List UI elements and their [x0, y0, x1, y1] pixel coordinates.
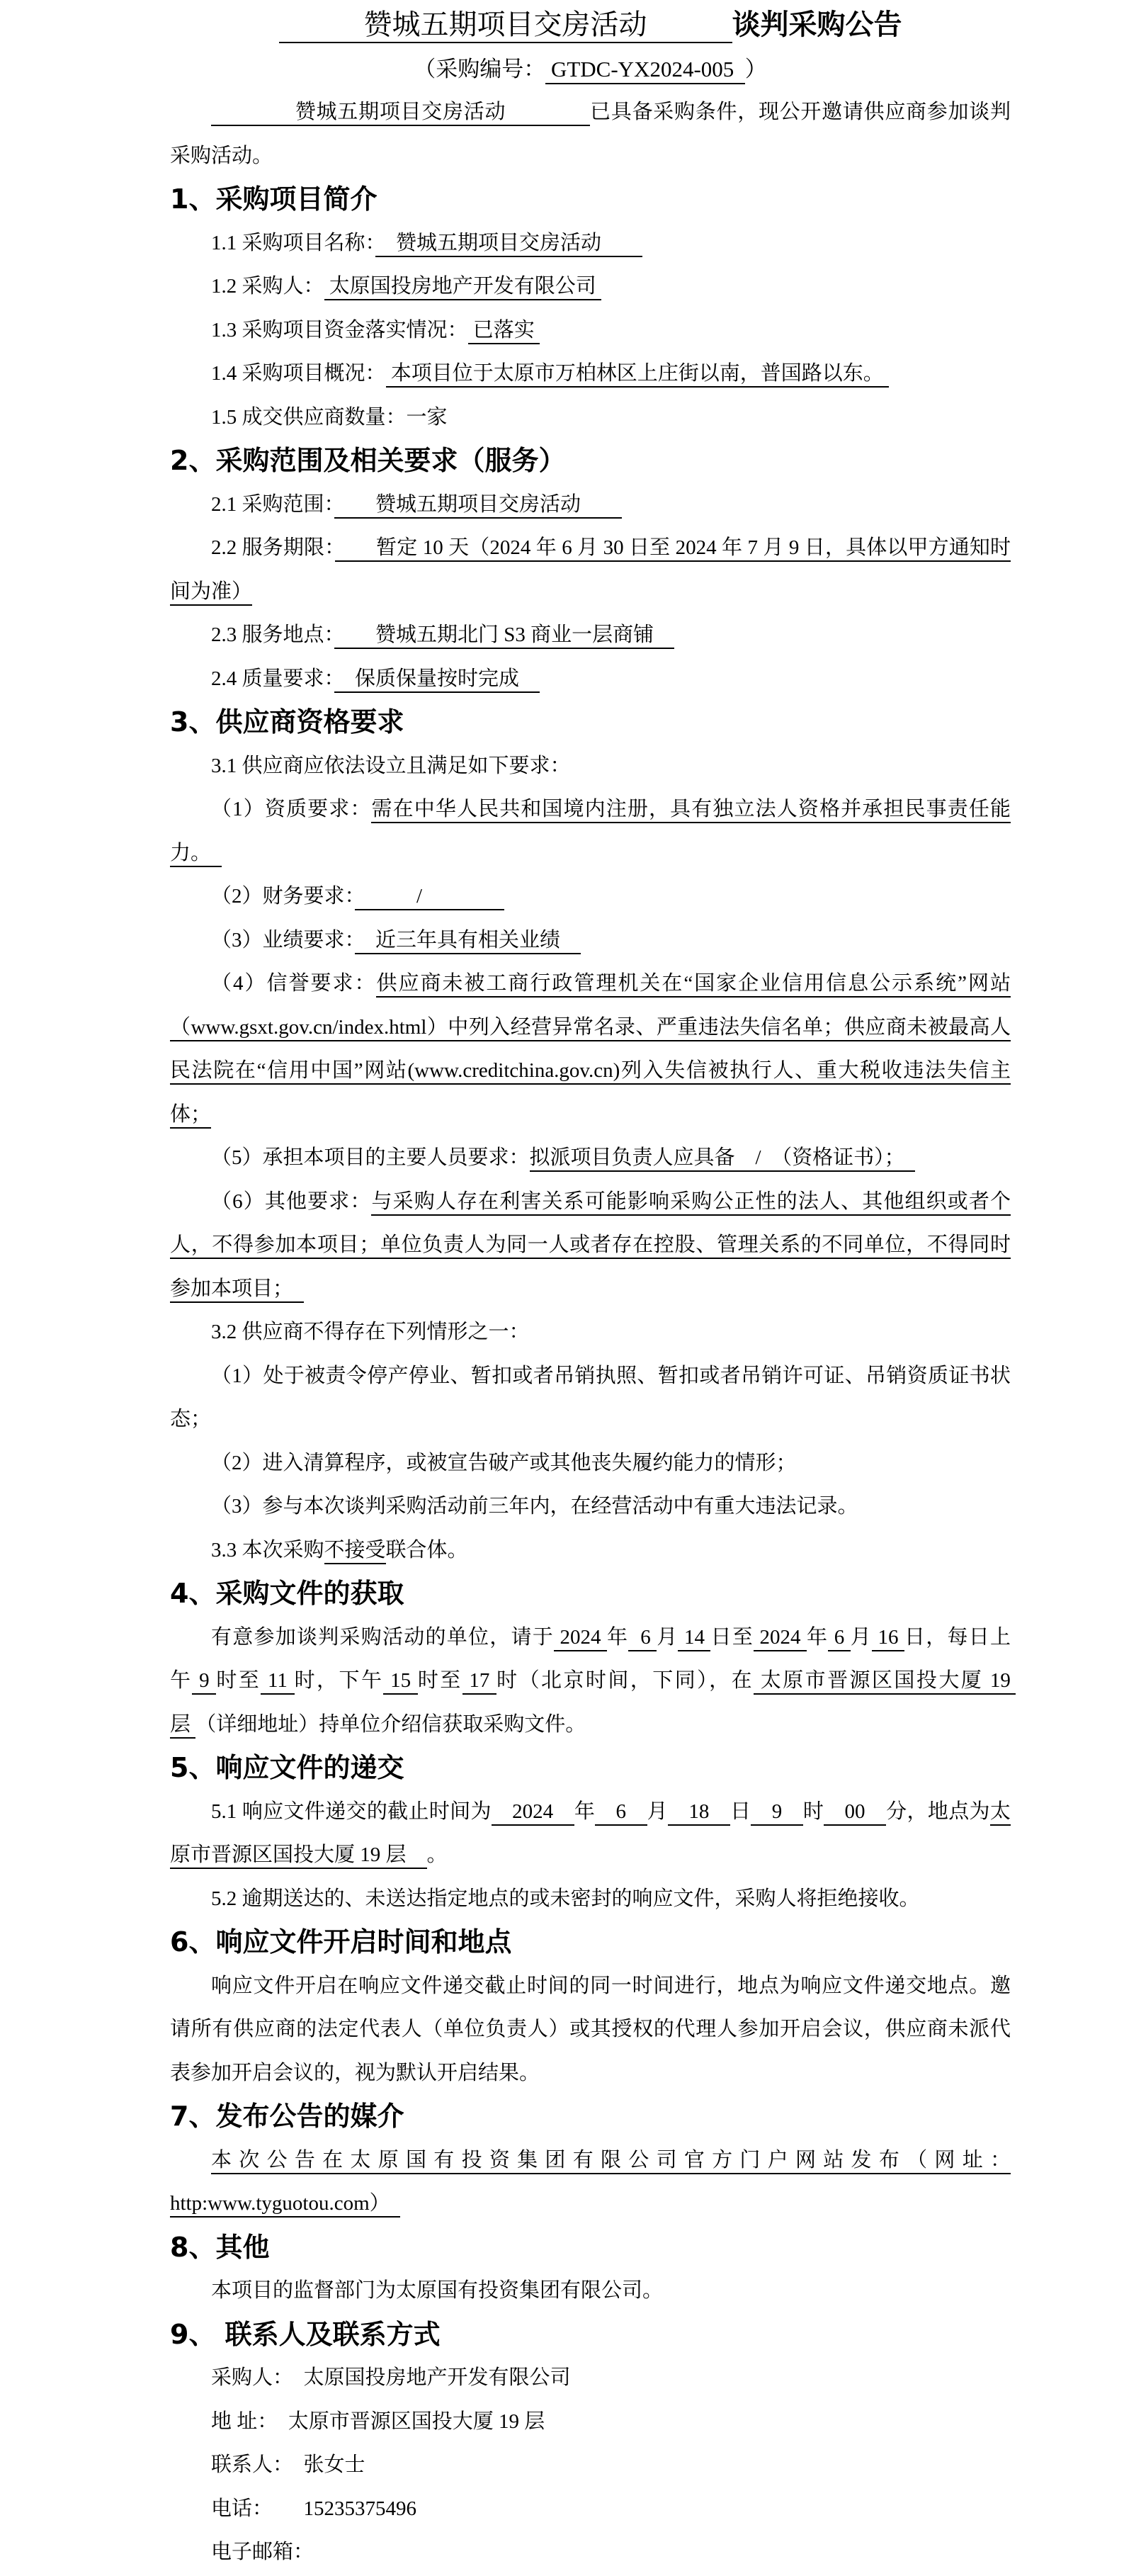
text-segment: 5、响应文件的递交: [170, 1752, 404, 1783]
text-segment: 已具备采购条件，现公开邀请供应商参加谈判采购活动。: [170, 101, 1011, 167]
underlined-text: 与采购人存在利害关系可能影响采购公正性的法人、其他组织或者个人，不得参加本项目；单位负责人为同一人或者存在控股、管理关系的不同单位，不得同时参加本项目；: [170, 1190, 1011, 1303]
underlined-text: 16: [872, 1626, 904, 1651]
text-segment: 月: [647, 1800, 669, 1823]
contact-purchaser: [170, 2356, 1011, 2400]
underlined-text: 已落实: [468, 319, 540, 344]
text-segment: 时至: [417, 1669, 462, 1692]
text-segment: （1）处于被责令停产停业、暂扣或者吊销执照、暂扣或者吊销许可证、吊销资质证书状态；: [170, 1364, 1011, 1430]
text-segment: 日至: [710, 1625, 754, 1649]
text-segment: 2、采购范围及相关要求（服务）: [170, 445, 566, 476]
text-segment: 3.3 本次采购: [211, 1538, 324, 1561]
underlined-text: 太原市晋源区国投大厦 19 层: [170, 1800, 1011, 1870]
underlined-text: 2024: [554, 1626, 607, 1651]
text-segment: 采购人： 太原国投房地产开发有限公司: [211, 2366, 571, 2389]
underlined-text: 9: [192, 1669, 216, 1695]
item-3-1-1: [170, 788, 1011, 875]
item-2-1: [170, 483, 1011, 527]
item-2-3: [170, 614, 1011, 657]
text-segment: 6、响应文件开启时间和地点: [170, 1926, 512, 1958]
underlined-text: /: [355, 885, 504, 910]
text-segment: 本项目的监督部门为太原国有投资集团有限公司。: [211, 2279, 664, 2302]
text-segment: 电话： 15235375496: [211, 2497, 417, 2520]
text-segment: （6）其他要求：: [211, 1190, 372, 1213]
contact-email: [170, 2531, 1011, 2575]
text-segment: 2.2 服务期限：: [211, 536, 335, 559]
text-segment: 地 址： 太原市晋源区国投大厦 19 层: [211, 2410, 545, 2433]
text-segment: 9、 联系人及联系方式: [170, 2318, 441, 2350]
text-segment: （1）资质要求：: [211, 798, 372, 820]
item-3-2-2: [170, 1442, 1011, 1486]
section-6-body: [170, 1965, 1011, 2096]
section-heading-5: [170, 1746, 1011, 1790]
text-segment: 谈判采购公告: [732, 9, 902, 41]
item-3-1: [170, 745, 1011, 789]
item-3-1-2: [170, 875, 1011, 919]
section-4-body: [170, 1616, 1016, 1747]
text-segment: （详细地址）持单位介绍信获取采购文件。: [195, 1712, 586, 1736]
text-segment: 1、采购项目简介: [170, 183, 377, 215]
item-1-1: [170, 222, 1011, 266]
text-segment: 月: [850, 1625, 872, 1649]
text-segment: 3、供应商资格要求: [170, 706, 404, 738]
section-heading-1: [170, 178, 1011, 222]
text-segment: 2.4 质量要求：: [211, 667, 335, 690]
text-segment: 时: [802, 1800, 824, 1823]
underlined-text: 2024: [754, 1626, 807, 1651]
item-1-4: [170, 352, 1011, 396]
text-segment: 有意参加谈判采购活动的单位，请于: [211, 1625, 554, 1649]
item-5-1: [170, 1790, 1011, 1877]
section-heading-7: [170, 2095, 1011, 2139]
underlined-text: GTDC-YX2024-005: [545, 57, 745, 84]
text-segment: 时（北京时间，下同），在: [496, 1669, 754, 1692]
underlined-text: 赞城五期项目交房活动: [295, 101, 506, 126]
section-heading-2: [170, 439, 1011, 483]
text-segment: 4、采购文件的获取: [170, 1578, 404, 1609]
text-segment: 2.3 服务地点：: [211, 623, 335, 646]
item-3-2-3: [170, 1485, 1011, 1529]
underlined-text: 不接受: [324, 1539, 386, 1564]
section-heading-8: [170, 2226, 1011, 2270]
text-segment: （5）承担本项目的主要人员要求：: [211, 1146, 530, 1169]
underlined-text: 供应商未被工商行政管理机关在“国家企业信用信息公示系统”网站（www.gsxt.gov.cn/index.html）中列入经营异常名录、严重违法失信名单；供应商未被最高人民法院在“信用中国”网站(www.creditchina.gov.cn)列入失信被执行人、重大税收违法失信主体；: [170, 972, 1011, 1129]
underlined-text: 15: [383, 1669, 417, 1695]
text-segment: 1.1 采购项目名称：: [211, 231, 376, 254]
text-segment: 1.3 采购项目资金落实情况：: [211, 318, 468, 341]
contact-person: [170, 2444, 1011, 2487]
item-3-1-4: [170, 962, 1011, 1136]
contact-phone: [170, 2487, 1011, 2531]
underlined-text: 6: [828, 1626, 851, 1651]
text-segment: 年: [806, 1625, 829, 1649]
section-8-body: [170, 2269, 1011, 2313]
item-1-2: [170, 265, 1011, 309]
underlined-text: 太原国投房地产开发有限公司: [324, 275, 602, 300]
text-segment: （3）参与本次谈判采购活动前三年内，在经营活动中有重大违法记录。: [211, 1495, 858, 1518]
underlined-text: 11: [261, 1669, 294, 1695]
section-heading-6: [170, 1921, 1011, 1965]
text-segment: 分，地点为: [886, 1800, 990, 1823]
text-segment: 时，下午: [294, 1669, 384, 1692]
text-segment: 3.2 供应商不得存在下列情形之一：: [211, 1321, 530, 1343]
item-2-2: [170, 526, 1011, 614]
underlined-text: 赞城五期北门 S3 商业一层商铺: [334, 623, 674, 649]
item-3-3: [170, 1529, 1011, 1573]
text-segment: 联合体。: [385, 1538, 468, 1561]
text-segment: 1.5 成交供应商数量：一家: [211, 405, 448, 429]
item-1-3: [170, 309, 1011, 353]
item-3-1-3: [170, 919, 1011, 963]
section-7-body: [170, 2139, 1011, 2226]
text-segment: 日: [730, 1800, 751, 1823]
text-segment: 5.2 逾期送达的、未送达指定地点的或未密封的响应文件，采购人将拒绝接收。: [211, 1887, 920, 1910]
underlined-text: [279, 9, 364, 43]
text-segment: 7、发布公告的媒介: [170, 2101, 404, 2132]
underlined-text: 6: [628, 1626, 657, 1651]
text-segment: 电子邮箱：: [211, 2541, 314, 2563]
text-segment: 1.4 采购项目概况：: [211, 362, 386, 385]
underlined-text: 本项目位于太原市万柏林区上庄街以南，普国路以东。: [386, 362, 890, 388]
underlined-text: 保质保量按时完成: [334, 667, 540, 693]
text-segment: 1.2 采购人：: [211, 275, 324, 298]
underlined-text: 6: [595, 1800, 647, 1826]
underlined-text: 17: [462, 1669, 496, 1695]
underlined-text: 本次公告在太原国有投资集团有限公司官方门户网站发布（网址：http:www.tyguotou.com）: [170, 2149, 1011, 2218]
text-segment: （采购编号：: [414, 56, 546, 81]
text-segment: （4）信誉要求：: [211, 972, 377, 995]
underlined-text: 18: [668, 1800, 730, 1826]
section-heading-4: [170, 1572, 1011, 1616]
procurement-number: [170, 47, 1011, 91]
underlined-text: 14: [678, 1626, 710, 1651]
underlined-text: 00: [824, 1800, 886, 1826]
item-1-5: [170, 396, 1011, 440]
item-3-1-6: [170, 1180, 1011, 1311]
section-heading-9: [170, 2313, 1011, 2357]
text-segment: ）: [744, 56, 767, 81]
contact-address: [170, 2400, 1011, 2444]
underlined-text: 近三年具有相关业绩: [355, 929, 581, 954]
text-segment: 联系人： 张女士: [211, 2453, 365, 2476]
underlined-text: 太原市晋源区国投大厦 19 层: [170, 1669, 1016, 1739]
document-title: [170, 3, 1011, 47]
text-segment: 年: [606, 1625, 629, 1649]
underlined-text: 2024: [492, 1800, 574, 1826]
item-3-2: [170, 1311, 1011, 1355]
underlined-text: 拟派项目负责人应具备 / （资格证书）；: [530, 1146, 916, 1172]
text-segment: 响应文件开启在响应文件递交截止时间的同一时间进行，地点为响应文件递交地点。邀请所有供应商的法定代表人（单位负责人）或其授权的代理人参加开启会议，供应商未派代表参加开启会议的，视为默认开启结果。: [170, 1974, 1011, 2084]
text-segment: 月: [657, 1625, 679, 1649]
underlined-text: 赞城五期项目交房活动: [334, 493, 622, 519]
underlined-text: 需在中华人民共和国境内注册，具有独立法人资格并承担民事责任能力。: [170, 798, 1011, 867]
text-segment: （2）财务要求：: [211, 885, 356, 908]
underlined-text: 暂定 10 天（2024 年 6 月 30 日至 2024 年 7 月 9 日，具体以甲方通知时间为准）: [170, 536, 1011, 606]
text-segment: （3）业绩要求：: [211, 928, 356, 951]
text-segment: 5.1 响应文件递交的截止时间为: [211, 1800, 492, 1823]
intro-paragraph: [170, 91, 1011, 178]
text-segment: 3.1 供应商应依法设立且满足如下要求：: [211, 754, 571, 777]
underlined-text: 赞城五期项目交房活动: [375, 232, 642, 257]
underlined-text: [647, 9, 732, 43]
item-5-2: [170, 1877, 1011, 1921]
underlined-text: [211, 101, 295, 126]
text-segment: 8、其他: [170, 2231, 270, 2263]
text-segment: 。: [426, 1843, 448, 1866]
underlined-text: 赞城五期项目交房活动: [364, 9, 647, 43]
text-segment: 日，每日上午: [170, 1625, 1011, 1692]
text-segment: 年: [574, 1800, 596, 1823]
item-3-2-1: [170, 1355, 1011, 1442]
underlined-text: [506, 101, 590, 126]
item-2-4: [170, 657, 1011, 701]
section-heading-3: [170, 701, 1011, 745]
text-segment: （2）进入清算程序，或被宣告破产或其他丧失履约能力的情形；: [211, 1451, 797, 1474]
item-3-1-5: [170, 1136, 1011, 1180]
text-segment: 2.1 采购范围：: [211, 492, 335, 516]
text-segment: 时至: [216, 1669, 261, 1692]
underlined-text: 9: [751, 1800, 803, 1826]
